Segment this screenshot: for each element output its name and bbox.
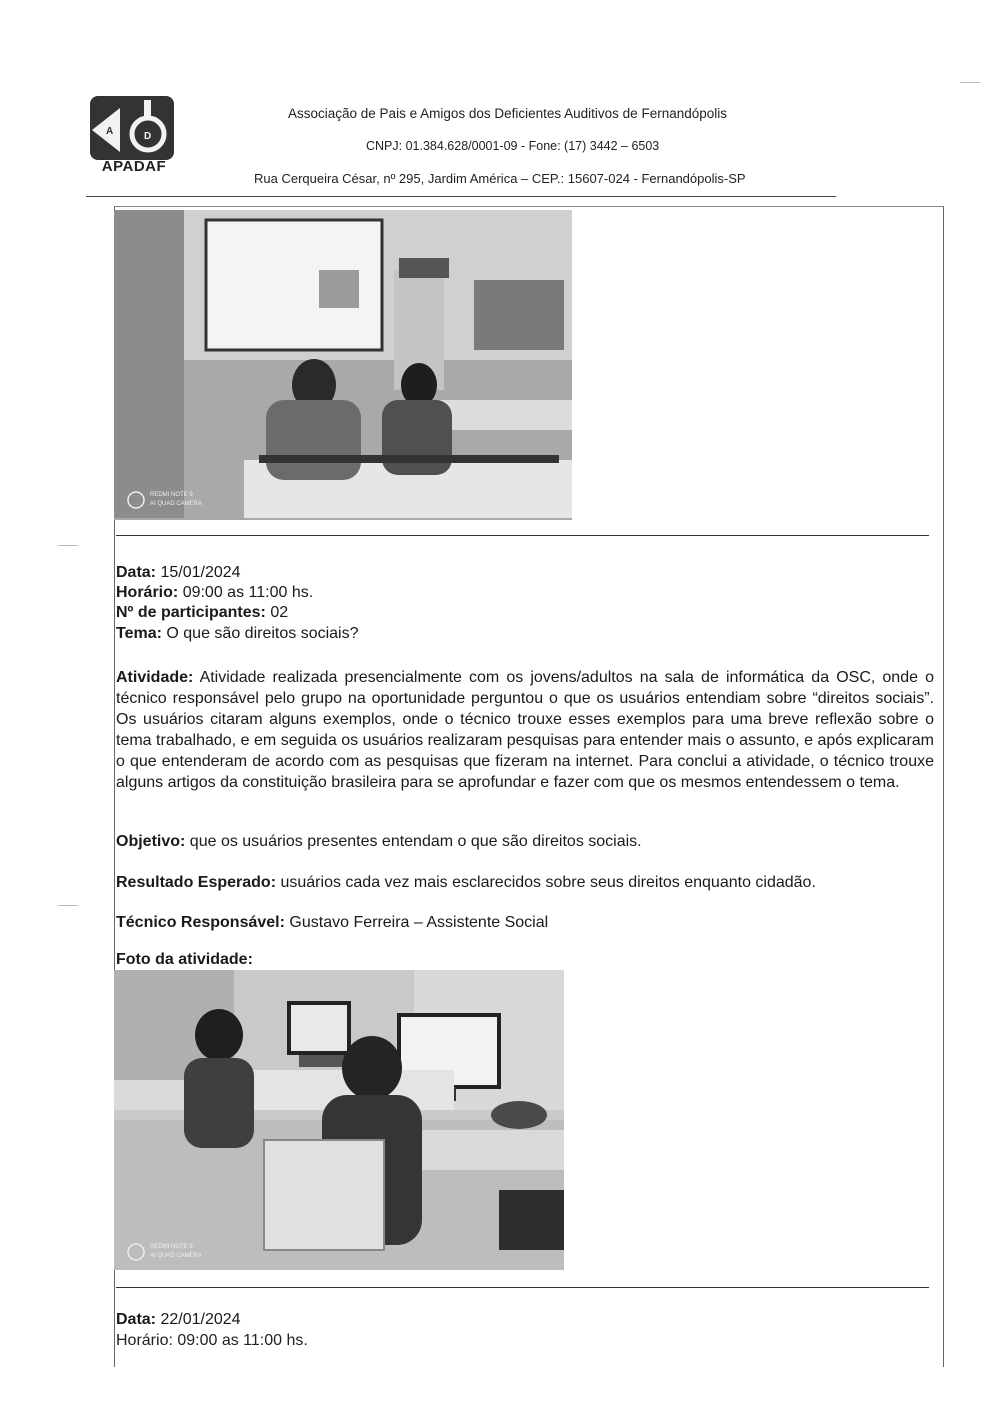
- next-data-line: [116, 1310, 241, 1330]
- data-value: 15/01/2024: [160, 564, 241, 581]
- classroom-projector-photo: [114, 210, 572, 518]
- atividade-text: Atividade realizada presencialmente com os jovens/adultos na sala de informática da OSC, onde o técnico responsável pelo grupo na oportunidade perguntou o que os usuários entendiam sobre “direitos sociais”. Os usuários citaram alguns exemplos, onde o técnico trouxe esses exemplos para uma breve reflexão sobre o tema trabalhado, e em seguida os usuários realizaram pesquisas para entender mais o assunto, e após explicaram o que entenderam de acordo com as pesquisas que fizeram na internet. Para conclui a atividade, o técnico trouxe alguns artigos da constituição brasileira para se aprofundar e fazer com que os mesmos entendessem o tema.: [116, 669, 935, 791]
- tema-label: Tema:: [116, 625, 162, 642]
- tecnico-text: Gustavo Ferreira – Assistente Social: [289, 914, 549, 931]
- section-divider: [116, 535, 929, 536]
- participantes-line: [116, 603, 288, 623]
- resultado-line: [116, 873, 816, 893]
- scan-mark: [58, 545, 78, 546]
- next-data-label: Data:: [116, 1311, 157, 1328]
- photo2-watermark-line1: REDMI NOTE 9: [150, 1244, 193, 1250]
- scan-mark: [960, 82, 980, 83]
- objetivo-text: que os usuários presentes entendam o que são direitos sociais.: [189, 833, 642, 850]
- resultado-text: usuários cada vez mais esclarecidos sobre seus direitos enquanto cidadão.: [280, 874, 816, 891]
- horario-label: Horário:: [116, 584, 179, 601]
- atividade-paragraph: [116, 667, 934, 793]
- computer-lab-photo: [114, 970, 564, 1270]
- horario-line: [116, 583, 313, 603]
- tecnico-label: Técnico Responsável:: [116, 914, 285, 931]
- next-data-value: 22/01/2024: [160, 1311, 241, 1328]
- atividade-label: Atividade:: [116, 669, 194, 686]
- resultado-label: Resultado Esperado:: [116, 874, 277, 891]
- svg-text:D: D: [144, 131, 152, 142]
- tema-line: [116, 624, 359, 644]
- foto-line: [116, 950, 253, 970]
- svg-text:A: A: [106, 126, 114, 137]
- section-divider-2: [116, 1287, 929, 1288]
- tema-value: O que são direitos sociais?: [166, 625, 359, 642]
- header-divider: [86, 196, 836, 197]
- horario-value: 09:00 as 11:00 hs.: [182, 584, 314, 601]
- photo1-watermark-line2: AI QUAD CAMERA: [150, 501, 203, 507]
- org-address: Rua Cerqueira César, nº 295, Jardim América – CEP.: 15607-024 - Fernandópolis-SP: [254, 171, 746, 186]
- participantes-label: Nº de participantes:: [116, 604, 266, 621]
- photo2-watermark-line2: AI QUAD CAMERA: [150, 1253, 203, 1259]
- next-horario-cut-line: Horário: 09:00 as 11:00 hs.: [116, 1332, 308, 1349]
- data-label: Data:: [116, 564, 157, 581]
- org-cnpj-phone: CNPJ: 01.384.628/0001-09 - Fone: (17) 3442 – 6503: [366, 139, 660, 153]
- objetivo-label: Objetivo:: [116, 833, 186, 850]
- tecnico-line: [116, 913, 548, 933]
- logo-text: APADAF: [101, 158, 167, 175]
- scan-mark: [58, 905, 78, 906]
- participantes-value: 02: [270, 604, 289, 621]
- data-line: [116, 563, 241, 583]
- objetivo-line: [116, 832, 642, 852]
- photo1-watermark-line1: REDMI NOTE 9: [150, 492, 193, 498]
- foto-label: Foto da atividade:: [116, 951, 253, 968]
- org-name: Associação de Pais e Amigos dos Deficientes Auditivos de Fernandópolis: [288, 106, 728, 121]
